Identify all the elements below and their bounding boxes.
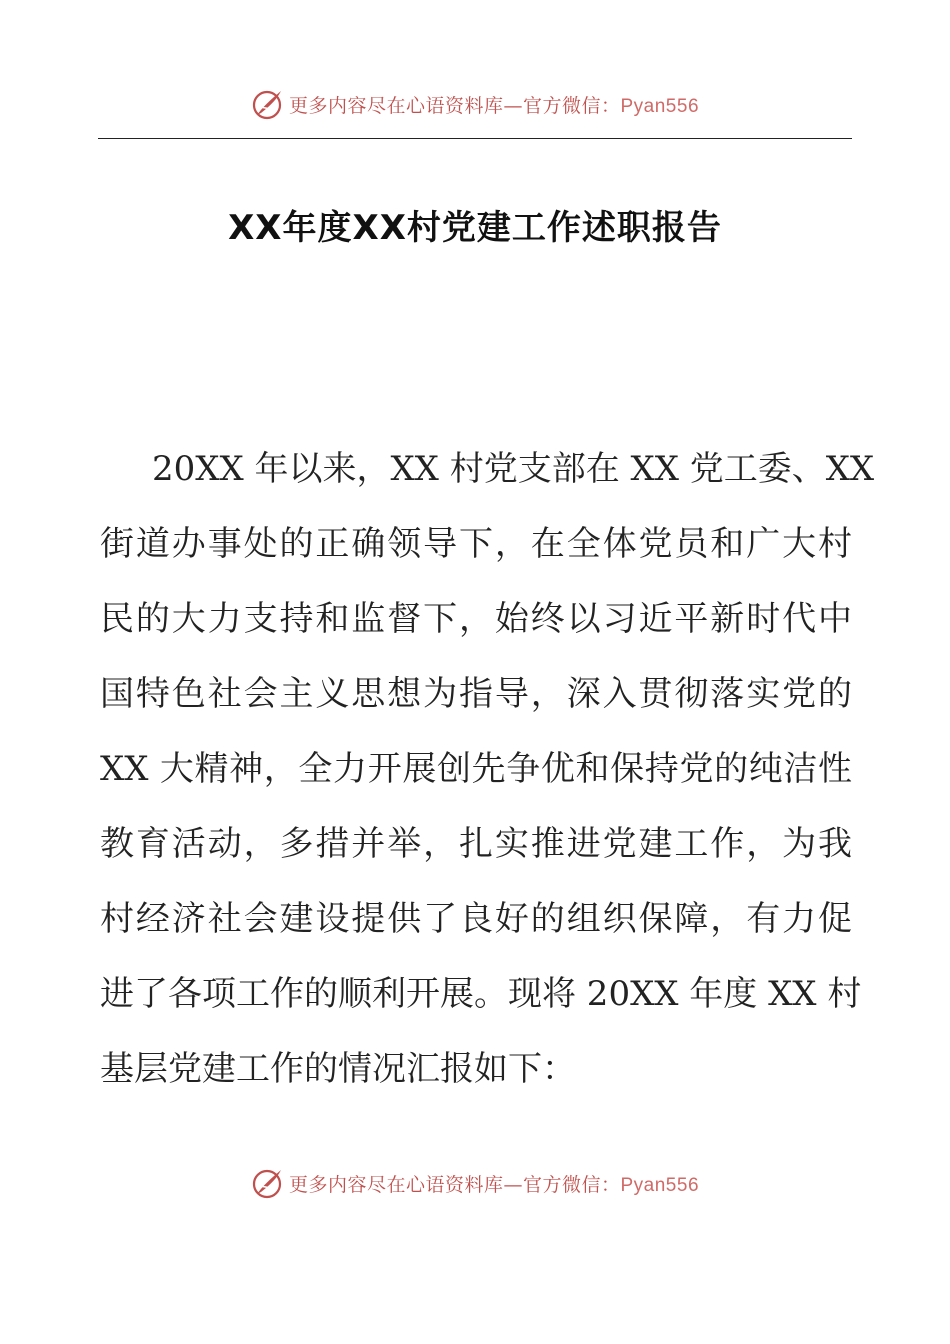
body-line: 街道办事处的正确领导下，在全体党员和广大村 (100, 524, 852, 564)
document-body (100, 432, 875, 1107)
header-banner (0, 84, 950, 124)
quill-logo-icon (251, 87, 285, 121)
banner-label: 更多内容尽在心语资料库—官方微信： (288, 1173, 621, 1196)
body-line: 20XX 年以来，XX 村党支部在 XX 党工委、XX (152, 449, 875, 489)
banner-text (289, 1170, 699, 1197)
body-line: 村经济社会建设提供了良好的组织保障，有力促 (100, 899, 852, 939)
quill-logo-icon (251, 1166, 285, 1200)
banner-text (289, 91, 699, 118)
footer-banner (0, 1163, 950, 1203)
body-line: 国特色社会主义思想为指导，深入贯彻落实党的 (100, 674, 852, 714)
wechat-handle: Pyan556 (620, 1174, 700, 1196)
body-line: XX 大精神，全力开展创先争优和保持党的纯洁性 (100, 749, 852, 789)
body-line: 进了各项工作的顺利开展。现将 20XX 年度 XX 村 (100, 974, 862, 1014)
header-divider (98, 138, 852, 139)
document-title: XX年度XX村党建工作述职报告 (228, 208, 722, 248)
body-line: 教育活动，多措并举，扎实推进党建工作，为我 (100, 824, 852, 864)
body-line: 基层党建工作的情况汇报如下： (100, 1049, 576, 1089)
banner-label: 更多内容尽在心语资料库—官方微信： (288, 94, 621, 117)
wechat-handle: Pyan556 (620, 95, 700, 117)
body-line: 民的大力支持和监督下，始终以习近平新时代中 (100, 599, 852, 639)
